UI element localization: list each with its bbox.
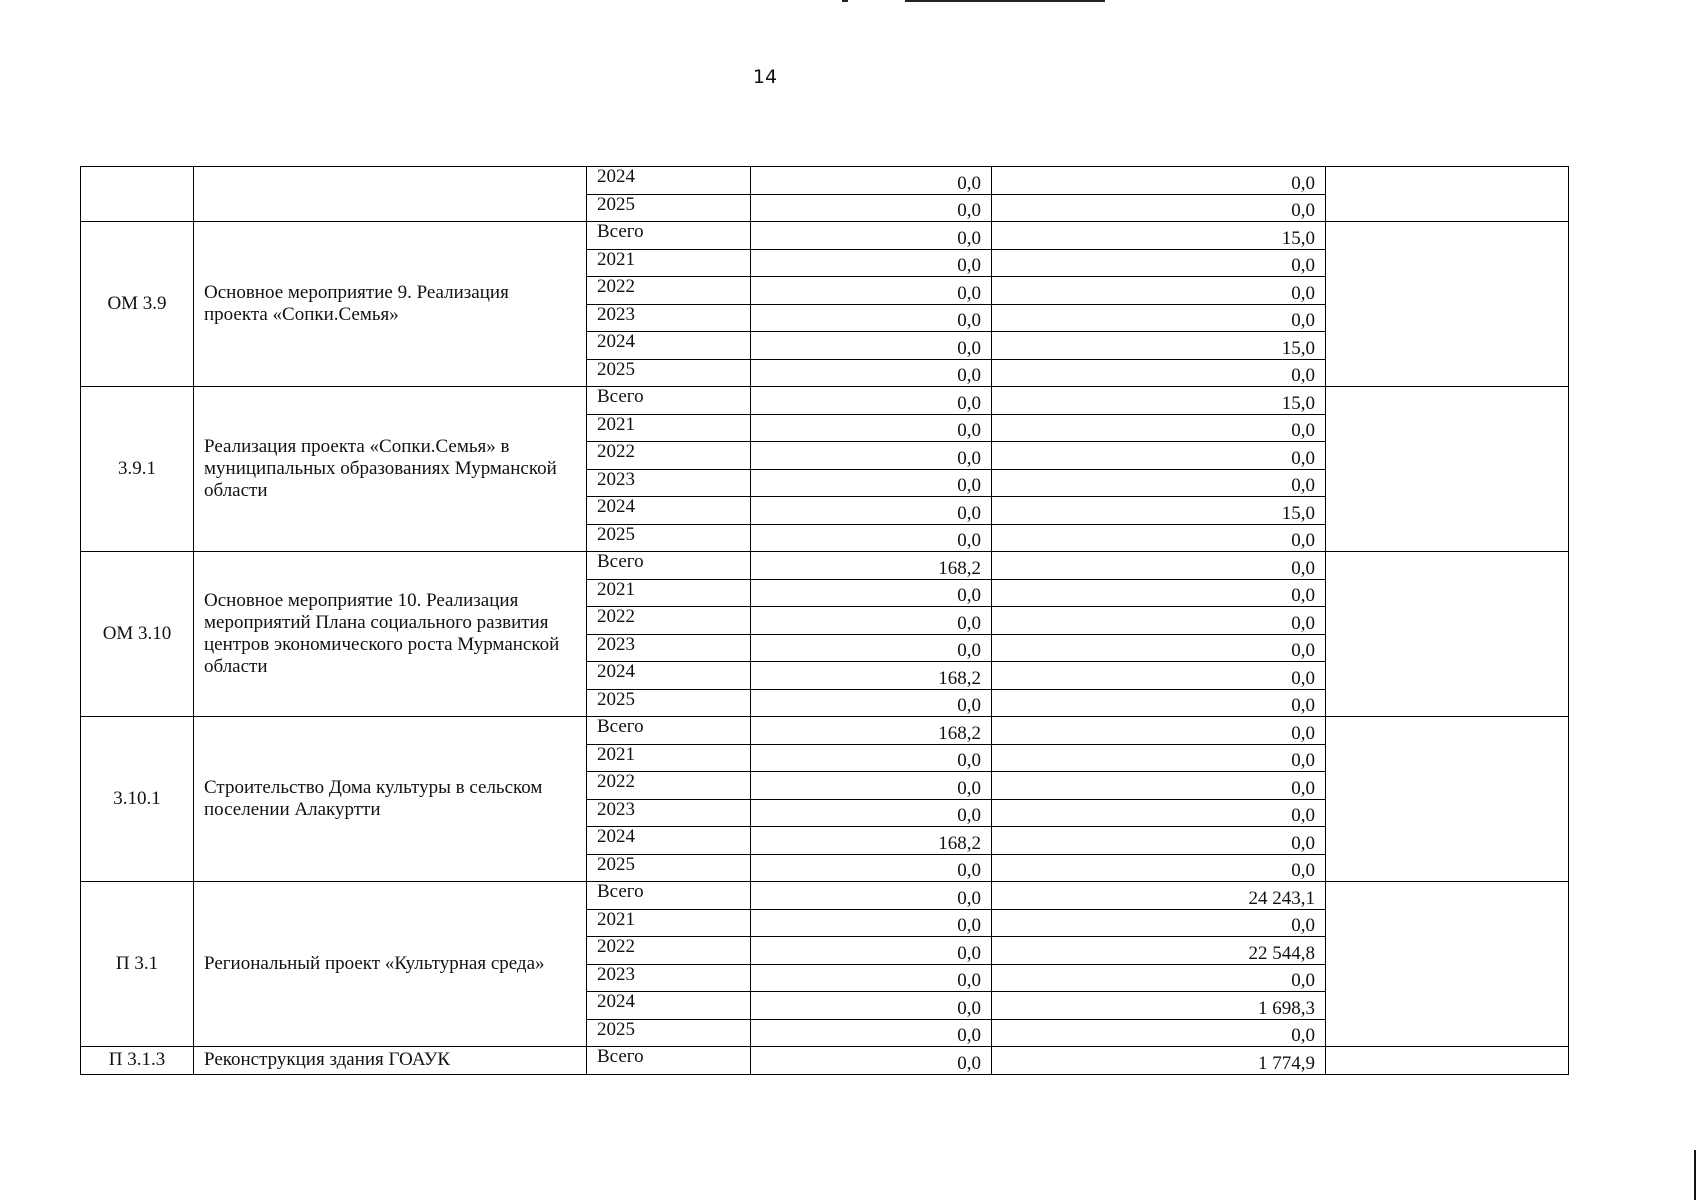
amount-cell-1: 0,0 xyxy=(751,909,992,937)
amount-cell-1: 0,0 xyxy=(751,222,992,250)
item-name: Региональный проект «Культурная среда» xyxy=(194,882,587,1047)
amount-cell-1: 0,0 xyxy=(751,1019,992,1047)
item-name: Основное мероприятие 10. Реализация мероприятий Плана социального развития центров экономического роста Мурманской области xyxy=(194,552,587,717)
scan-edge-mark xyxy=(1694,1150,1696,1200)
amount-cell-1: 0,0 xyxy=(751,689,992,717)
amount-cell-2: 0,0 xyxy=(992,249,1326,277)
year-cell: 2024 xyxy=(587,992,751,1020)
year-cell: 2023 xyxy=(587,304,751,332)
note-cell xyxy=(1326,387,1569,552)
amount-cell-1: 0,0 xyxy=(751,634,992,662)
year-cell: Всего xyxy=(587,882,751,910)
amount-cell-2: 0,0 xyxy=(992,772,1326,800)
amount-cell-2: 0,0 xyxy=(992,634,1326,662)
year-cell: 2022 xyxy=(587,772,751,800)
amount-cell-1: 0,0 xyxy=(751,772,992,800)
amount-cell-1: 0,0 xyxy=(751,937,992,965)
year-cell: 2024 xyxy=(587,662,751,690)
amount-cell-2: 0,0 xyxy=(992,167,1326,195)
year-cell: 2023 xyxy=(587,469,751,497)
amount-cell-2: 0,0 xyxy=(992,194,1326,222)
amount-cell-1: 0,0 xyxy=(751,1047,992,1075)
table-body xyxy=(81,167,1569,1075)
year-cell: 2021 xyxy=(587,414,751,442)
amount-cell-1: 0,0 xyxy=(751,964,992,992)
amount-cell-2: 0,0 xyxy=(992,662,1326,690)
item-code: ОМ 3.9 xyxy=(81,222,194,387)
amount-cell-2: 22 544,8 xyxy=(992,937,1326,965)
item-name: Строительство Дома культуры в сельском поселении Алакуртти xyxy=(194,717,587,882)
budget-table xyxy=(80,166,1569,1075)
amount-cell-2: 15,0 xyxy=(992,497,1326,525)
amount-cell-1: 0,0 xyxy=(751,992,992,1020)
table-row xyxy=(81,167,1569,195)
amount-cell-2: 0,0 xyxy=(992,1019,1326,1047)
year-cell: 2021 xyxy=(587,249,751,277)
amount-cell-1: 0,0 xyxy=(751,579,992,607)
amount-cell-1: 0,0 xyxy=(751,332,992,360)
table-row xyxy=(81,552,1569,580)
amount-cell-2: 0,0 xyxy=(992,964,1326,992)
note-cell xyxy=(1326,552,1569,717)
table-row xyxy=(81,882,1569,910)
year-cell: 2022 xyxy=(587,442,751,470)
year-cell: 2022 xyxy=(587,937,751,965)
year-cell: 2025 xyxy=(587,524,751,552)
year-cell: 2021 xyxy=(587,579,751,607)
amount-cell-2: 0,0 xyxy=(992,717,1326,745)
amount-cell-1: 168,2 xyxy=(751,827,992,855)
year-cell: 2024 xyxy=(587,332,751,360)
year-cell: Всего xyxy=(587,222,751,250)
year-cell: 2025 xyxy=(587,689,751,717)
year-cell: 2021 xyxy=(587,909,751,937)
year-cell: 2025 xyxy=(587,1019,751,1047)
year-cell: 2025 xyxy=(587,359,751,387)
item-code: ОМ 3.10 xyxy=(81,552,194,717)
page-number: 14 xyxy=(752,66,778,88)
amount-cell-2: 0,0 xyxy=(992,689,1326,717)
item-code: 3.10.1 xyxy=(81,717,194,882)
item-code: П 3.1.3 xyxy=(81,1047,194,1075)
table-row xyxy=(81,1047,1569,1075)
note-cell xyxy=(1326,167,1569,222)
amount-cell-1: 0,0 xyxy=(751,167,992,195)
amount-cell-2: 0,0 xyxy=(992,277,1326,305)
amount-cell-2: 0,0 xyxy=(992,607,1326,635)
year-cell: 2025 xyxy=(587,194,751,222)
year-cell: 2022 xyxy=(587,277,751,305)
note-cell xyxy=(1326,882,1569,1047)
item-name xyxy=(194,167,587,222)
amount-cell-1: 0,0 xyxy=(751,304,992,332)
amount-cell-1: 0,0 xyxy=(751,387,992,415)
amount-cell-2: 0,0 xyxy=(992,524,1326,552)
amount-cell-2: 0,0 xyxy=(992,744,1326,772)
amount-cell-2: 0,0 xyxy=(992,469,1326,497)
year-cell: 2024 xyxy=(587,827,751,855)
item-name: Основное мероприятие 9. Реализация проекта «Сопки.Семья» xyxy=(194,222,587,387)
amount-cell-2: 0,0 xyxy=(992,359,1326,387)
table-row xyxy=(81,717,1569,745)
note-cell xyxy=(1326,717,1569,882)
scan-mark-left xyxy=(842,0,848,2)
table-row xyxy=(81,387,1569,415)
amount-cell-2: 0,0 xyxy=(992,304,1326,332)
note-cell xyxy=(1326,1047,1569,1075)
amount-cell-1: 0,0 xyxy=(751,249,992,277)
item-code xyxy=(81,167,194,222)
amount-cell-1: 0,0 xyxy=(751,799,992,827)
year-cell: 2023 xyxy=(587,634,751,662)
amount-cell-1: 0,0 xyxy=(751,359,992,387)
note-cell xyxy=(1326,222,1569,387)
item-code: П 3.1 xyxy=(81,882,194,1047)
year-cell: Всего xyxy=(587,552,751,580)
amount-cell-2: 15,0 xyxy=(992,387,1326,415)
amount-cell-2: 15,0 xyxy=(992,222,1326,250)
amount-cell-2: 1 698,3 xyxy=(992,992,1326,1020)
table-row xyxy=(81,222,1569,250)
amount-cell-2: 0,0 xyxy=(992,442,1326,470)
amount-cell-2: 24 243,1 xyxy=(992,882,1326,910)
amount-cell-2: 0,0 xyxy=(992,579,1326,607)
amount-cell-1: 168,2 xyxy=(751,552,992,580)
year-cell: Всего xyxy=(587,717,751,745)
amount-cell-1: 0,0 xyxy=(751,882,992,910)
amount-cell-2: 15,0 xyxy=(992,332,1326,360)
year-cell: 2023 xyxy=(587,799,751,827)
year-cell: Всего xyxy=(587,387,751,415)
amount-cell-1: 0,0 xyxy=(751,497,992,525)
amount-cell-1: 0,0 xyxy=(751,607,992,635)
year-cell: 2024 xyxy=(587,497,751,525)
amount-cell-2: 0,0 xyxy=(992,799,1326,827)
amount-cell-1: 0,0 xyxy=(751,442,992,470)
amount-cell-1: 0,0 xyxy=(751,194,992,222)
amount-cell-2: 0,0 xyxy=(992,414,1326,442)
amount-cell-1: 0,0 xyxy=(751,854,992,882)
item-code: 3.9.1 xyxy=(81,387,194,552)
item-name: Реализация проекта «Сопки.Семья» в муниципальных образованиях Мурманской области xyxy=(194,387,587,552)
year-cell: 2024 xyxy=(587,167,751,195)
amount-cell-1: 168,2 xyxy=(751,662,992,690)
amount-cell-2: 0,0 xyxy=(992,552,1326,580)
amount-cell-1: 0,0 xyxy=(751,524,992,552)
amount-cell-1: 0,0 xyxy=(751,414,992,442)
year-cell: 2025 xyxy=(587,854,751,882)
year-cell: 2022 xyxy=(587,607,751,635)
amount-cell-2: 1 774,9 xyxy=(992,1047,1326,1075)
item-name: Реконструкция здания ГОАУК xyxy=(194,1047,587,1075)
amount-cell-2: 0,0 xyxy=(992,827,1326,855)
year-cell: Всего xyxy=(587,1047,751,1075)
amount-cell-2: 0,0 xyxy=(992,909,1326,937)
amount-cell-1: 0,0 xyxy=(751,744,992,772)
scan-mark-line xyxy=(905,0,1105,2)
amount-cell-1: 0,0 xyxy=(751,469,992,497)
amount-cell-1: 0,0 xyxy=(751,277,992,305)
year-cell: 2023 xyxy=(587,964,751,992)
year-cell: 2021 xyxy=(587,744,751,772)
amount-cell-1: 168,2 xyxy=(751,717,992,745)
amount-cell-2: 0,0 xyxy=(992,854,1326,882)
